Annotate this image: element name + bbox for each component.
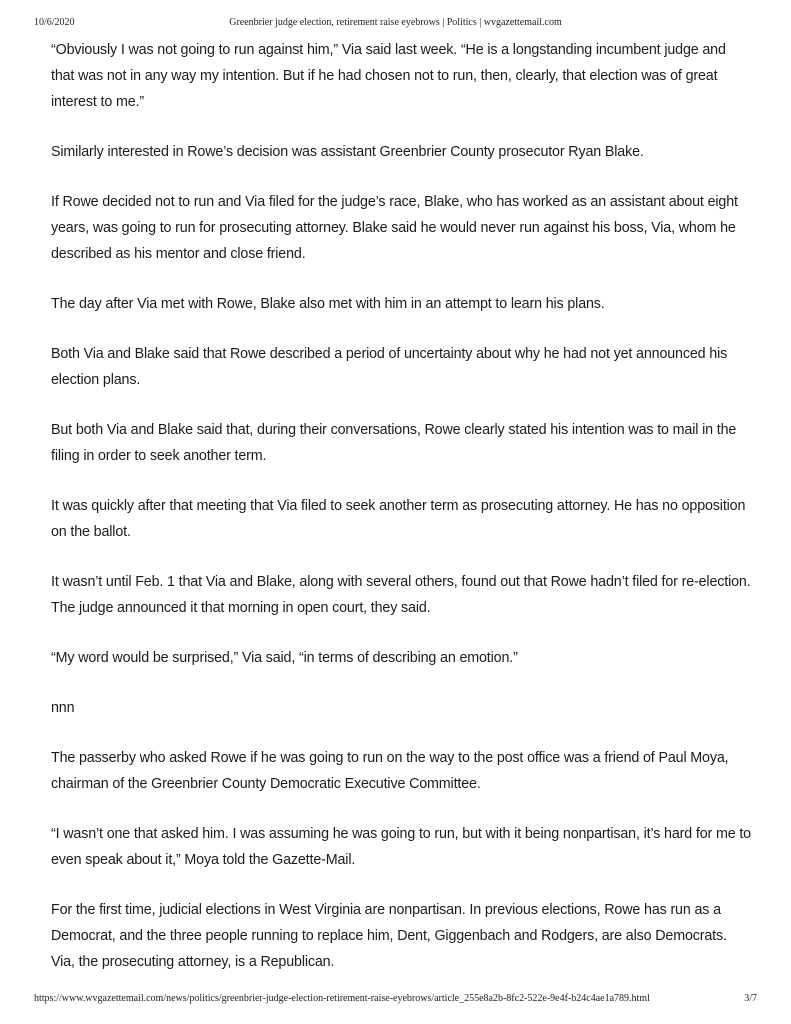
- article-paragraph-9: “My word would be surprised,” Via said, “in terms of describing an emotion.”: [51, 650, 518, 666]
- section-separator: nnn: [51, 700, 75, 716]
- page-number: 3/7: [744, 993, 757, 1004]
- print-date: 10/6/2020: [34, 17, 75, 28]
- print-header: [0, 17, 791, 31]
- print-footer: [0, 993, 791, 1007]
- article-paragraph-7: It was quickly after that meeting that Via filed to seek another term as prosecuting attorney. He has no opposition on the ballot.: [51, 498, 746, 540]
- article-paragraph-6: But both Via and Blake said that, during their conversations, Rowe clearly stated his intention was to mail in the filing in order to seek another term.: [51, 422, 737, 464]
- print-url: https://www.wvgazettemail.com/news/politics/greenbrier-judge-election-retirement-raise-eyebrows/article_255e8a2b-8fc2-522e-9e4f-b24c4ae1a789.html: [34, 993, 650, 1004]
- article-paragraph-1: “Obviously I was not going to run against him,” Via said last week. “He is a longstanding incumbent judge and that was not in any way my intention. But if he had chosen not to run, then, clearly, that election was of great interest to me.”: [51, 42, 726, 110]
- article-paragraph-4: The day after Via met with Rowe, Blake also met with him in an attempt to learn his plans.: [51, 296, 605, 312]
- article-paragraph-11: “I wasn’t one that asked him. I was assuming he was going to run, but with it being nonpartisan, it’s hard for me to even speak about it,” Moya told the Gazette-Mail.: [51, 826, 751, 868]
- article-body: [51, 37, 751, 999]
- article-paragraph-10: The passerby who asked Rowe if he was going to run on the way to the post office was a friend of Paul Moya, chairman of the Greenbrier County Democratic Executive Committee.: [51, 750, 729, 792]
- article-paragraph-3: If Rowe decided not to run and Via filed for the judge’s race, Blake, who has worked as an assistant about eight years, was going to run for prosecuting attorney. Blake said he would never run against his boss, Via, whom he described as his mentor and close friend.: [51, 194, 738, 262]
- article-paragraph-12: For the first time, judicial elections in West Virginia are nonpartisan. In previous elections, Rowe has run as a Democrat, and the three people running to replace him, Dent, Giggenbach and Rodgers, are also Democrats. Via, the prosecuting attorney, is a Republican.: [51, 902, 727, 970]
- article-paragraph-5: Both Via and Blake said that Rowe described a period of uncertainty about why he had not yet announced his election plans.: [51, 346, 728, 388]
- article-paragraph-8: It wasn’t until Feb. 1 that Via and Blake, along with several others, found out that Rowe hadn’t filed for re-election. The judge announced it that morning in open court, they said.: [51, 574, 751, 616]
- article-paragraph-2: Similarly interested in Rowe’s decision was assistant Greenbrier County prosecutor Ryan Blake.: [51, 144, 644, 160]
- print-page-title: Greenbrier judge election, retirement raise eyebrows | Politics | wvgazettemail.com: [229, 17, 562, 28]
